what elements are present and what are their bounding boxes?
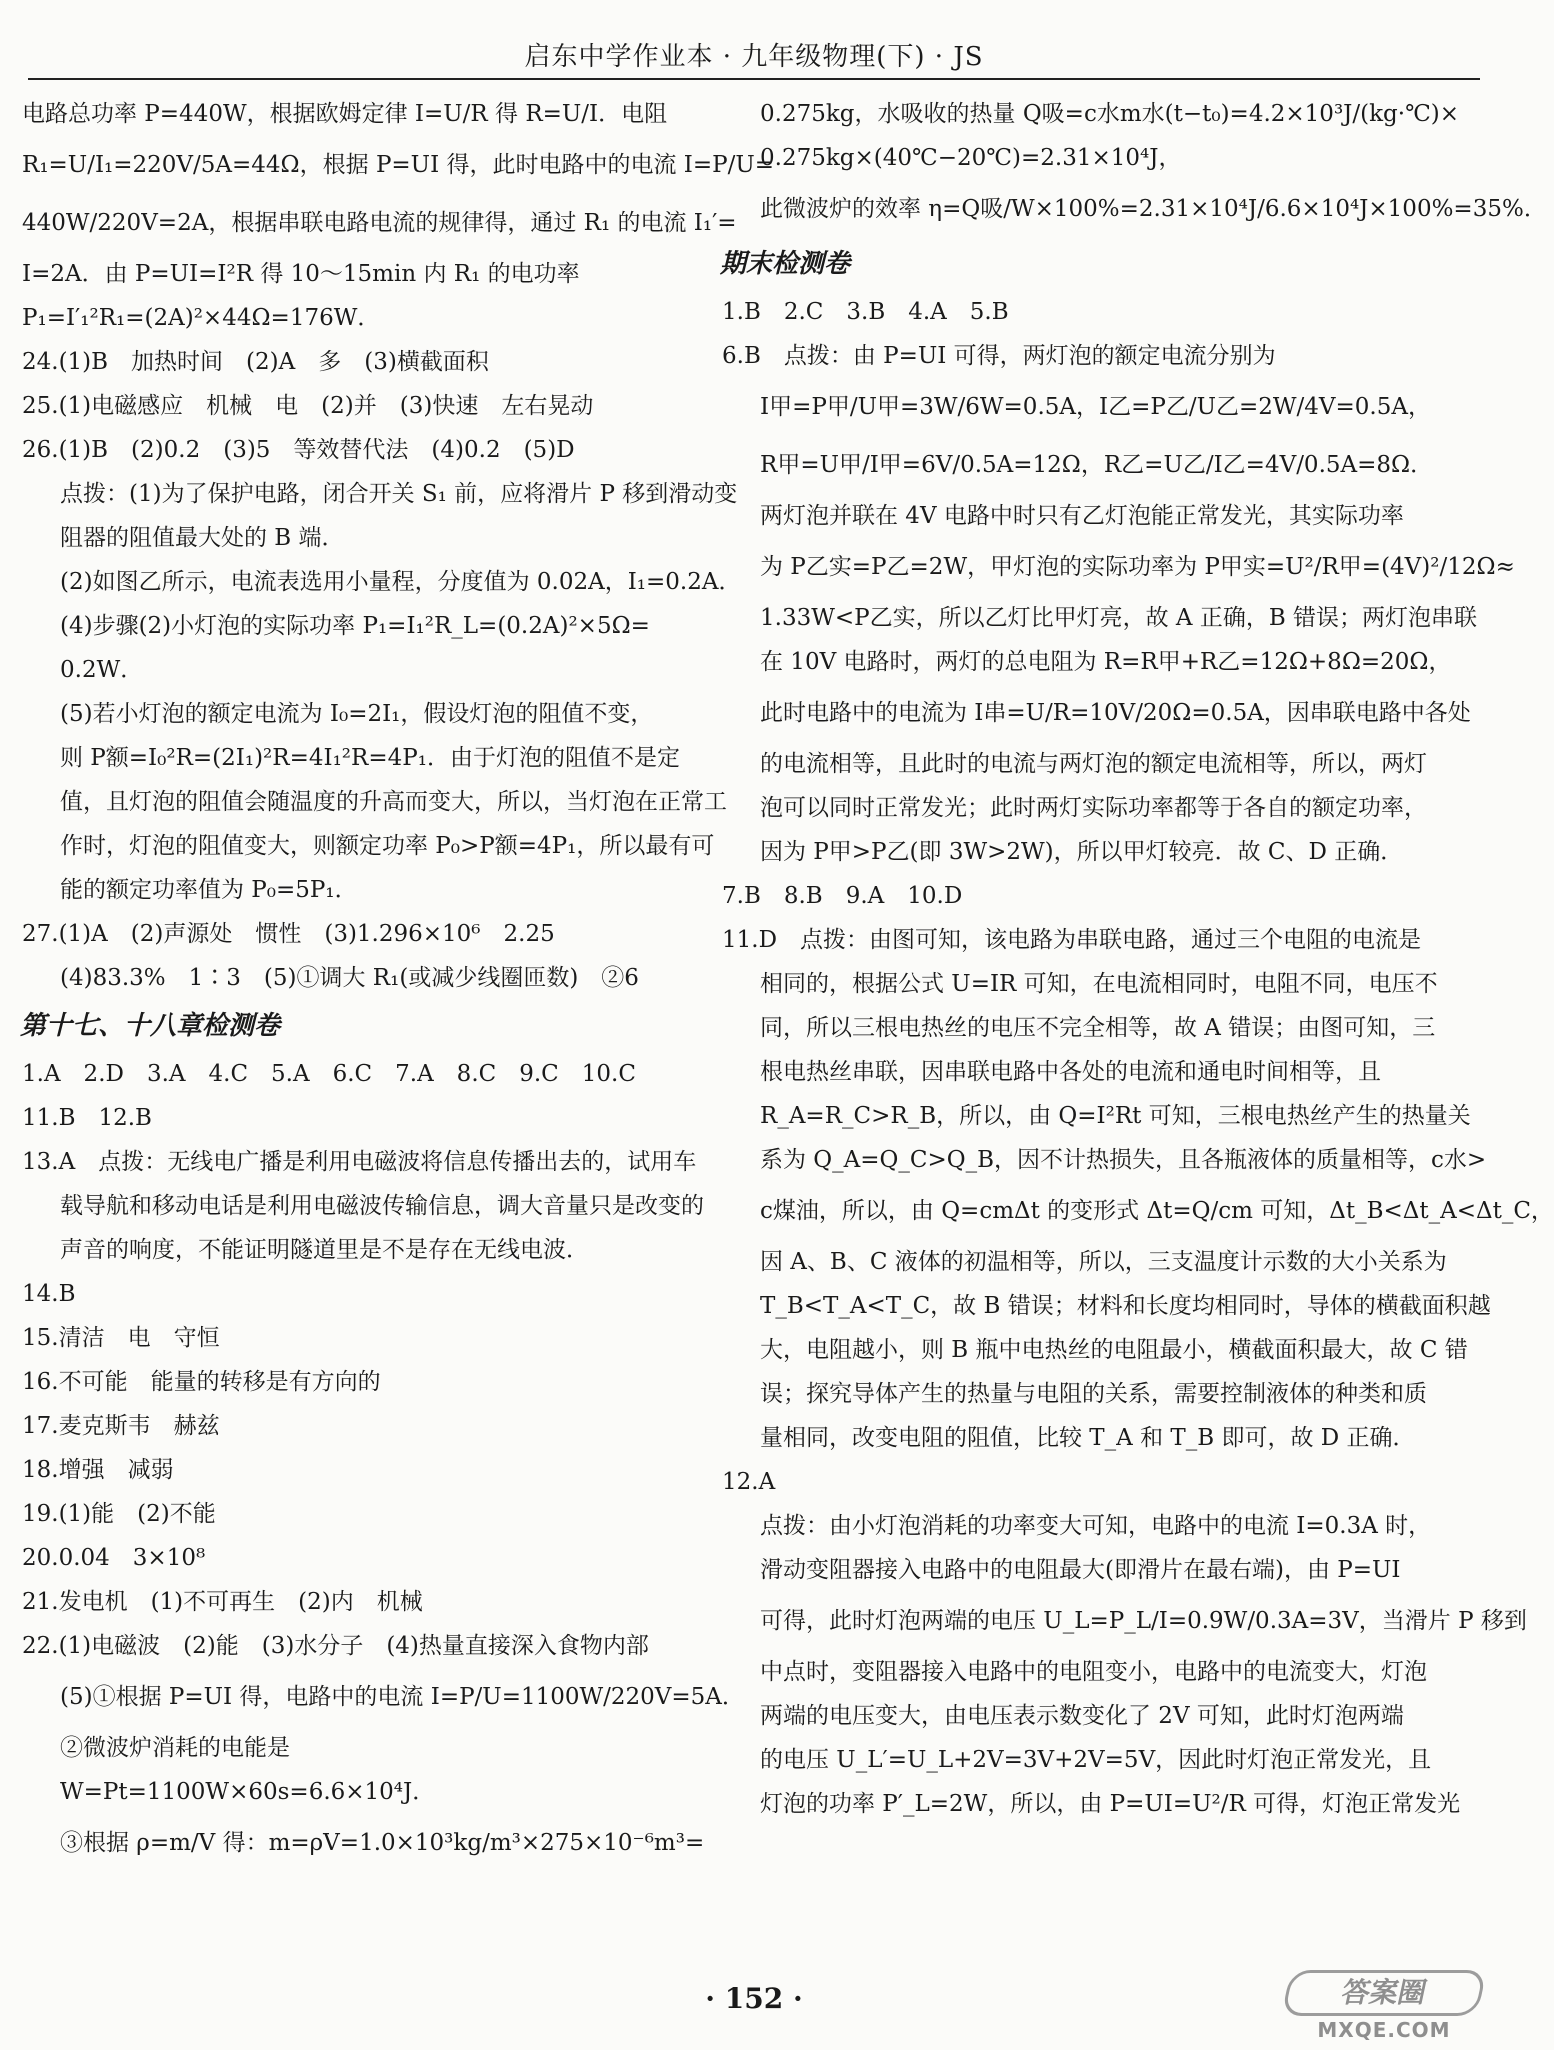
text-line: 22.(1)电磁波 (2)能 (3)水分子 (4)热量直接深入食物内部 [22, 1633, 649, 1659]
text-line: 11.D 点拨：由图可知，该电路为串联电路，通过三个电阻的电流是 [722, 927, 1422, 953]
text-line: 中点时，变阻器接入电路中的电阻变小，电路中的电流变大，灯泡 [760, 1659, 1427, 1685]
text-line: 大，电阻越小，则 B 瓶中电热丝的电阻最小，横截面积最大，故 C 错 [760, 1337, 1468, 1363]
text-line: 两端的电压变大，由电压表示数变化了 2V 可知，此时灯泡两端 [760, 1703, 1404, 1729]
text-line: T_B<T_A<T_C，故 B 错误；材料和长度均相同时，导体的横截面积越 [760, 1293, 1491, 1319]
text-line: 点拨：(1)为了保护电路，闭合开关 S₁ 前，应将滑片 P 移到滑动变 [60, 481, 738, 507]
text-line: 13.A 点拨：无线电广播是利用电磁波将信息传播出去的，试用车 [22, 1149, 697, 1175]
text-line: R_A=R_C>R_B，所以，由 Q=I²Rt 可知，三根电热丝产生的热量关 [760, 1103, 1471, 1129]
text-line: 相同的，根据公式 U=IR 可知，在电流相同时，电阻不同，电压不 [760, 971, 1438, 997]
text-line: W=Pt=1100W×60s=6.6×10⁴J． [60, 1779, 436, 1805]
text-line: 量相同，改变电阻的阻值，比较 T_A 和 T_B 即可，故 D 正确． [760, 1425, 1416, 1451]
watermark-url: MXQE.COM [1317, 2018, 1451, 2042]
watermark [1286, 1970, 1482, 2042]
text-line: 0.2W． [60, 657, 144, 683]
text-line: I甲=P甲/U甲=3W/6W=0.5A，I乙=P乙/U乙=2W/4V=0.5A， [760, 394, 1431, 420]
text-line: 12.A [722, 1469, 776, 1495]
text-line: 能的额定功率值为 P₀=5P₁． [60, 877, 358, 903]
right-column [720, 92, 1554, 1826]
text-line: I=2A．由 P=UI=I²R 得 10～15min 内 R₁ 的电功率 [22, 261, 580, 287]
text-line: 系为 Q_A=Q_C>Q_B，因不计热损失，且各瓶液体的质量相等，c水> [760, 1147, 1487, 1173]
text-line: 0.275kg，水吸收的热量 Q吸=c水m水(t−t₀)=4.2×10³J/(kg·℃)× [760, 101, 1460, 127]
text-line: 同，所以三根电热丝的电压不完全相等，故 A 错误；由图可知，三 [760, 1015, 1436, 1041]
text-line: 7.B 8.B 9.A 10.D [722, 883, 963, 909]
page-header [28, 28, 1480, 80]
text-line: (5)①根据 P=UI 得，电路中的电流 I=P/U=1100W/220V=5A． [60, 1684, 745, 1710]
text-line: 此时电路中的电流为 I串=U/R=10V/20Ω=0.5A，因串联电路中各处 [760, 700, 1471, 726]
text-line: 此微波炉的效率 η=Q吸/W×100%=2.31×10⁴J/6.6×10⁴J×100%=35%． [760, 196, 1547, 222]
section-heading: 第十七、十八章检测卷 [20, 1011, 281, 1041]
text-line: 载导航和移动电话是利用电磁波传输信息，调大音量只是改变的 [60, 1193, 704, 1219]
text-line: 两灯泡并联在 4V 电路中时只有乙灯泡能正常发光，其实际功率 [760, 503, 1404, 529]
text-line: 电路总功率 P=440W，根据欧姆定律 I=U/R 得 R=U/I．电阻 [22, 101, 668, 127]
text-line: ②微波炉消耗的电能是 [60, 1735, 290, 1761]
text-line: 为 P乙实=P乙=2W，甲灯泡的实际功率为 P甲实=U²/R甲=(4V)²/12Ω≈ [760, 554, 1515, 580]
text-line: (5)若小灯泡的额定电流为 I₀=2I₁，假设灯泡的阻值不变， [60, 701, 654, 727]
text-line: (4)83.3% 1∶3 (5)①调大 R₁(或减少线圈匝数) ②6 [60, 965, 639, 991]
text-line: 声音的响度，不能证明隧道里是不是存在无线电波． [60, 1237, 589, 1263]
watermark-logo: 答案圈 [1281, 1970, 1487, 2016]
text-line: 14.B [22, 1281, 76, 1307]
text-line: 则 P额=I₀²R=(2I₁)²R=4I₁²R=4P₁．由于灯泡的阻值不是定 [60, 745, 680, 771]
text-line: 滑动变阻器接入电路中的电阻最大(即滑片在最右端)，由 P=UI [760, 1557, 1401, 1583]
text-line: 值，且灯泡的阻值会随温度的升高而变大，所以，当灯泡在正常工 [60, 789, 727, 815]
text-line: 440W/220V=2A，根据串联电路电流的规律得，通过 R₁ 的电流 I₁′= [22, 210, 737, 236]
text-line: 阻器的阻值最大处的 B 端． [60, 525, 345, 551]
text-line: 点拨：由小灯泡消耗的功率变大可知，电路中的电流 I=0.3A 时， [760, 1513, 1432, 1539]
text-line: 根电热丝串联，因串联电路中各处的电流和通电时间相等，且 [760, 1059, 1381, 1085]
text-line: 19.(1)能 (2)不能 [22, 1501, 216, 1527]
text-line: 15.清洁 电 守恒 [22, 1325, 220, 1351]
text-line: 1.B 2.C 3.B 4.A 5.B [722, 299, 1009, 325]
text-line: 11.B 12.B [22, 1105, 152, 1131]
header-title: 启东中学作业本 · 九年级物理(下) · JS [524, 42, 984, 72]
text-line: 6.B 点拨：由 P=UI 可得，两灯泡的额定电流分别为 [722, 343, 1276, 369]
text-line: 的电压 U_L′=U_L+2V=3V+2V=5V，因此时灯泡正常发光，且 [760, 1747, 1432, 1773]
text-line: 1.A 2.D 3.A 4.C 5.A 6.C 7.A 8.C 9.C 10.C [22, 1061, 636, 1087]
text-line: 的电流相等，且此时的电流与两灯泡的额定电流相等，所以，两灯 [760, 751, 1427, 777]
text-line: 因 A、B、C 液体的初温相等，所以，三支温度计示数的大小关系为 [760, 1249, 1447, 1275]
text-line: 泡可以同时正常发光；此时两灯实际功率都等于各自的额定功率， [760, 795, 1427, 821]
text-line: 可得，此时灯泡两端的电压 U_L=P_L/I=0.9W/0.3A=3V，当滑片 P 移到 [760, 1608, 1527, 1634]
text-line: 因为 P甲>P乙(即 3W>2W)，所以甲灯较亮．故 C、D 正确． [760, 839, 1404, 865]
text-line: 26.(1)B (2)0.2 (3)5 等效替代法 (4)0.2 (5)D [22, 437, 575, 463]
left-column [20, 92, 775, 1872]
text-line: (4)步骤(2)小灯泡的实际功率 P₁=I₁²R_L=(0.2A)²×5Ω= [60, 613, 650, 639]
text-line: 0.275kg×(40℃−20℃)=2.31×10⁴J， [760, 145, 1182, 171]
text-line: R甲=U甲/I甲=6V/0.5A=12Ω，R乙=U乙/I乙=4V/0.5A=8Ω． [760, 452, 1434, 478]
text-line: 在 10V 电路时，两灯的总电阻为 R=R甲+R乙=12Ω+8Ω=20Ω， [760, 649, 1452, 675]
text-line: 24.(1)B 加热时间 (2)A 多 (3)横截面积 [22, 349, 489, 375]
text-line: P₁=I′₁²R₁=(2A)²×44Ω=176W． [22, 305, 381, 331]
text-line: 16.不可能 能量的转移是有方向的 [22, 1369, 381, 1395]
text-line: ③根据 ρ=m/V 得：m=ρV=1.0×10³kg/m³×275×10⁻⁶m³= [60, 1830, 705, 1856]
text-line: 作时，灯泡的阻值变大，则额定功率 P₀>P额=4P₁，所以最有可 [60, 833, 715, 859]
text-line: c煤油，所以，由 Q=cmΔt 的变形式 Δt=Q/cm 可知，Δt_B<Δt_A<Δt_C， [760, 1198, 1554, 1224]
text-line: 1.33W<P乙实，所以乙灯比甲灯亮，故 A 正确，B 错误；两灯泡串联 [760, 605, 1478, 631]
text-line: 误；探究导体产生的热量与电阻的关系，需要控制液体的种类和质 [760, 1381, 1427, 1407]
text-line: 17.麦克斯韦 赫兹 [22, 1413, 220, 1439]
text-line: 25.(1)电磁感应 机械 电 (2)并 (3)快速 左右晃动 [22, 393, 594, 419]
text-line: 20.0.04 3×10⁸ [22, 1545, 206, 1571]
page-number: · 152 · [705, 1982, 803, 2015]
text-line: 灯泡的功率 P′_L=2W，所以，由 P=UI=U²/R 可得，灯泡正常发光 [760, 1791, 1461, 1817]
text-line: R₁=U/I₁=220V/5A=44Ω，根据 P=UI 得，此时电路中的电流 I=P/U= [22, 152, 775, 178]
text-line: 27.(1)A (2)声源处 惯性 (3)1.296×10⁶ 2.25 [22, 921, 555, 947]
text-line: 21.发电机 (1)不可再生 (2)内 机械 [22, 1589, 423, 1615]
text-line: (2)如图乙所示，电流表选用小量程，分度值为 0.02A，I₁=0.2A． [60, 569, 742, 595]
text-line: 18.增强 减弱 [22, 1457, 174, 1483]
section-heading: 期末检测卷 [720, 249, 851, 279]
